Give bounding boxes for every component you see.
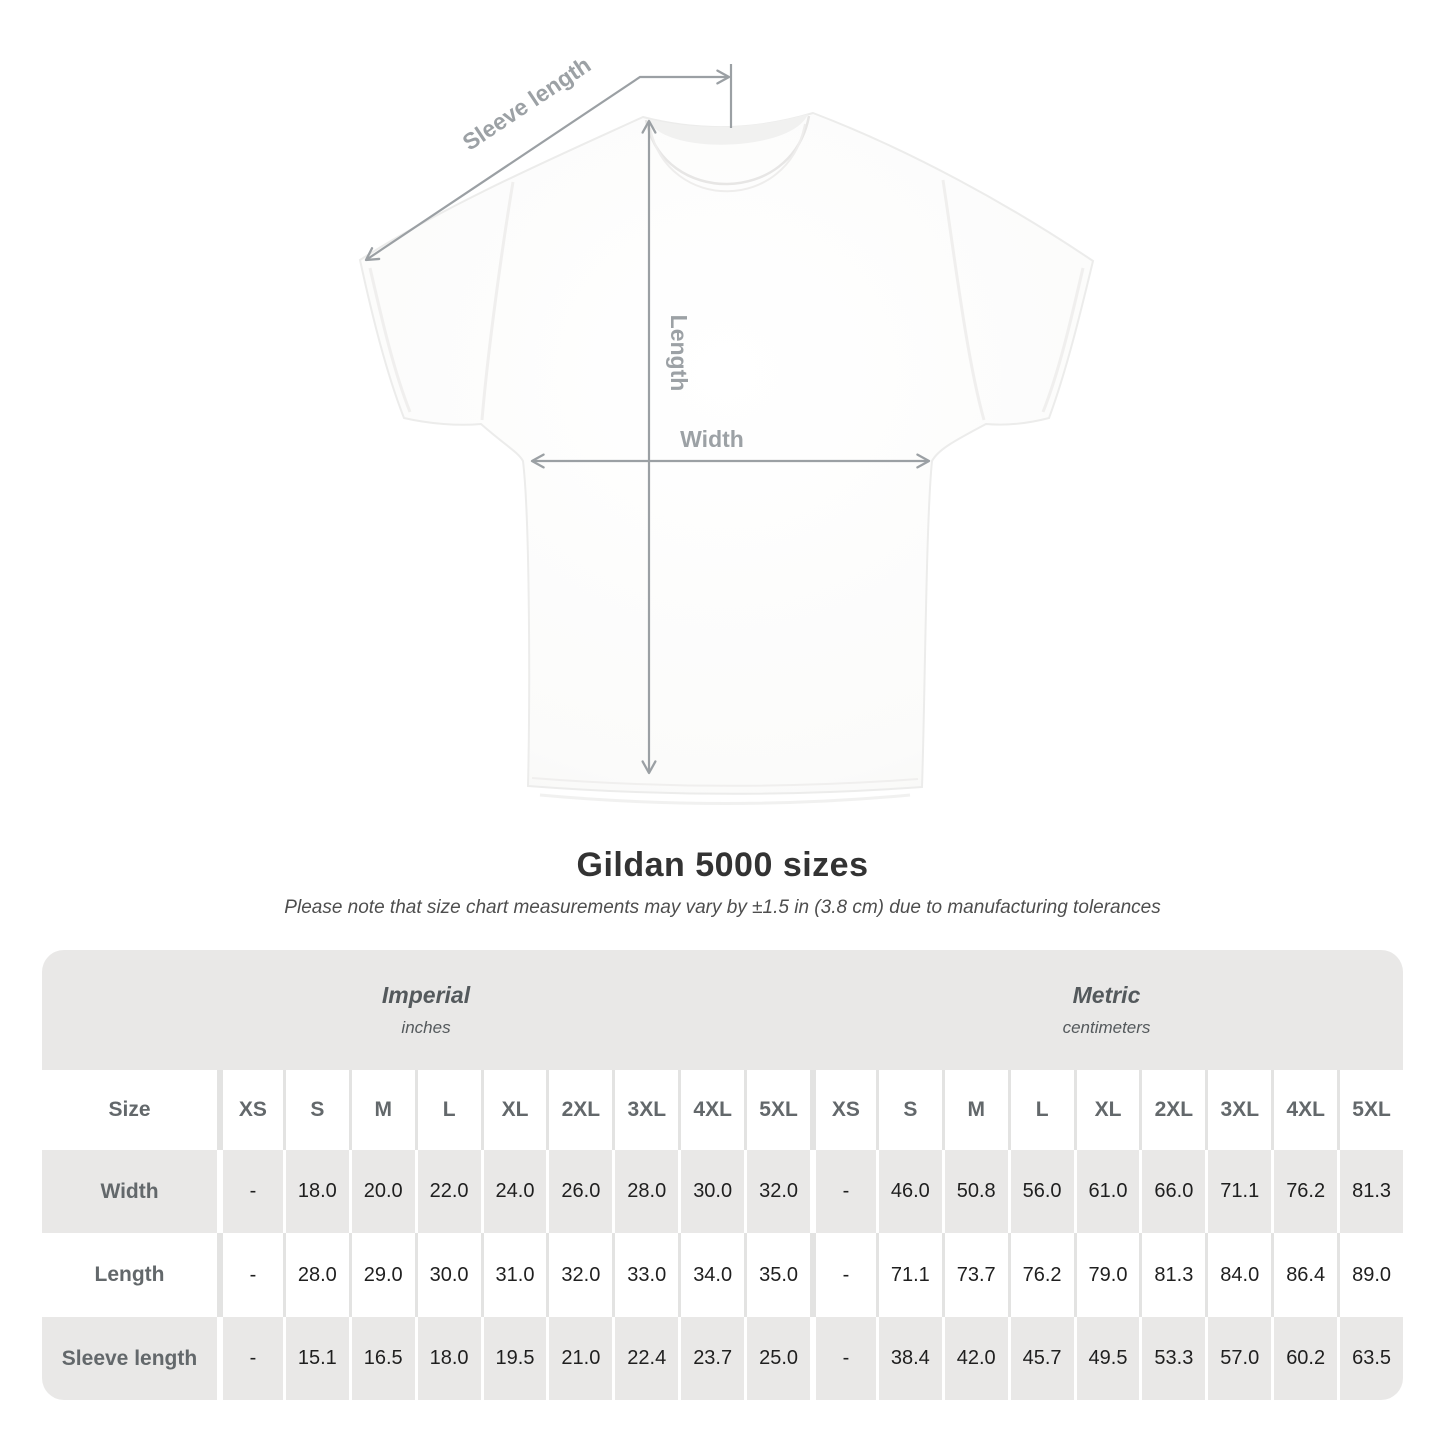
length-label: Length — [666, 314, 692, 392]
value-cell: 23.7 — [678, 1317, 744, 1400]
size-table — [42, 950, 1403, 1400]
value-cell: 18.0 — [283, 1150, 349, 1233]
size-header-cell: 3XL — [1205, 1070, 1271, 1150]
size-header-cell: S — [876, 1070, 942, 1150]
value-cell: 81.3 — [1139, 1233, 1205, 1317]
imperial-title: Imperial — [381, 982, 471, 1008]
value-cell: 29.0 — [349, 1233, 415, 1317]
value-cell: - — [810, 1317, 876, 1400]
value-cell: 24.0 — [481, 1150, 547, 1233]
value-cell: 89.0 — [1337, 1233, 1403, 1317]
size-header-cell: XL — [481, 1070, 547, 1150]
size-column-header: Size — [108, 1098, 151, 1121]
value-cell: 16.5 — [349, 1317, 415, 1400]
value-cell: 28.0 — [283, 1233, 349, 1317]
value-cell: 50.8 — [942, 1150, 1008, 1233]
size-header-cell: S — [283, 1070, 349, 1150]
value-cell: 35.0 — [744, 1233, 810, 1317]
value-cell: 84.0 — [1205, 1233, 1271, 1317]
imperial-unit: inches — [401, 1018, 451, 1037]
size-header-cell: 5XL — [744, 1070, 810, 1150]
value-cell: 21.0 — [546, 1317, 612, 1400]
value-cell: 73.7 — [942, 1233, 1008, 1317]
value-cell: 76.2 — [1008, 1233, 1074, 1317]
value-cell: - — [810, 1233, 876, 1317]
value-cell: 22.4 — [612, 1317, 678, 1400]
value-cell: 71.1 — [1205, 1150, 1271, 1233]
tolerance-note: Please note that size chart measurements may vary by ±1.5 in (3.8 cm) due to manufacturing tolerances — [284, 897, 1161, 918]
row-label: Width — [100, 1179, 159, 1203]
size-header-cell: M — [349, 1070, 415, 1150]
size-header-cell: 4XL — [1271, 1070, 1337, 1150]
value-cell: 45.7 — [1008, 1317, 1074, 1400]
size-header-cell: 5XL — [1337, 1070, 1403, 1150]
value-cell: 57.0 — [1205, 1317, 1271, 1400]
value-cell: 63.5 — [1337, 1317, 1403, 1400]
row-label: Length — [94, 1263, 165, 1286]
value-cell: 30.0 — [415, 1233, 481, 1317]
value-cell: 20.0 — [349, 1150, 415, 1233]
size-header-cell: L — [1008, 1070, 1074, 1150]
width-label: Width — [680, 426, 744, 452]
value-cell: 34.0 — [678, 1233, 744, 1317]
value-cell: 18.0 — [415, 1317, 481, 1400]
value-cell: 30.0 — [678, 1150, 744, 1233]
value-cell: 66.0 — [1139, 1150, 1205, 1233]
value-cell: 31.0 — [481, 1233, 547, 1317]
size-header-cell: L — [415, 1070, 481, 1150]
value-cell: 71.1 — [876, 1233, 942, 1317]
value-cell: 33.0 — [612, 1233, 678, 1317]
size-header-cell: 4XL — [678, 1070, 744, 1150]
size-header-cell: XS — [217, 1070, 283, 1150]
value-cell: 46.0 — [876, 1150, 942, 1233]
size-header-cell: XL — [1074, 1070, 1140, 1150]
value-cell: - — [217, 1150, 283, 1233]
value-cell: 61.0 — [1074, 1150, 1140, 1233]
size-header-cell: M — [942, 1070, 1008, 1150]
value-cell: 60.2 — [1271, 1317, 1337, 1400]
value-cell: - — [810, 1150, 876, 1233]
table-row-sleeve-length — [42, 1317, 1403, 1400]
imperial-header — [42, 950, 810, 1070]
table-row-length — [42, 1233, 1403, 1317]
value-cell: 22.0 — [415, 1150, 481, 1233]
value-cell: 32.0 — [546, 1233, 612, 1317]
metric-unit: centimeters — [1062, 1018, 1151, 1037]
value-cell: 56.0 — [1008, 1150, 1074, 1233]
size-header-row — [42, 1070, 1403, 1150]
value-cell: 19.5 — [481, 1317, 547, 1400]
page-title: Gildan 5000 sizes — [576, 846, 869, 884]
value-cell: 15.1 — [283, 1317, 349, 1400]
value-cell: 42.0 — [942, 1317, 1008, 1400]
value-cell: 38.4 — [876, 1317, 942, 1400]
metric-title: Metric — [1072, 982, 1141, 1008]
tshirt-image — [360, 113, 1093, 804]
value-cell: - — [217, 1233, 283, 1317]
metric-header — [810, 950, 1403, 1070]
value-cell: 32.0 — [744, 1150, 810, 1233]
unit-header-row — [42, 950, 1403, 1070]
value-cell: - — [217, 1317, 283, 1400]
value-cell: 53.3 — [1139, 1317, 1205, 1400]
value-cell: 81.3 — [1337, 1150, 1403, 1233]
value-cell: 28.0 — [612, 1150, 678, 1233]
size-header-cell: 3XL — [612, 1070, 678, 1150]
size-header-cell: XS — [810, 1070, 876, 1150]
sleeve-length-label: Sleeve length — [457, 51, 596, 156]
size-header-cell: 2XL — [546, 1070, 612, 1150]
value-cell: 26.0 — [546, 1150, 612, 1233]
value-cell: 79.0 — [1074, 1233, 1140, 1317]
value-cell: 49.5 — [1074, 1317, 1140, 1400]
table-row-width — [42, 1150, 1403, 1233]
value-cell: 86.4 — [1271, 1233, 1337, 1317]
value-cell: 76.2 — [1271, 1150, 1337, 1233]
value-cell: 25.0 — [744, 1317, 810, 1400]
row-label: Sleeve length — [61, 1346, 198, 1370]
size-header-cell: 2XL — [1139, 1070, 1205, 1150]
